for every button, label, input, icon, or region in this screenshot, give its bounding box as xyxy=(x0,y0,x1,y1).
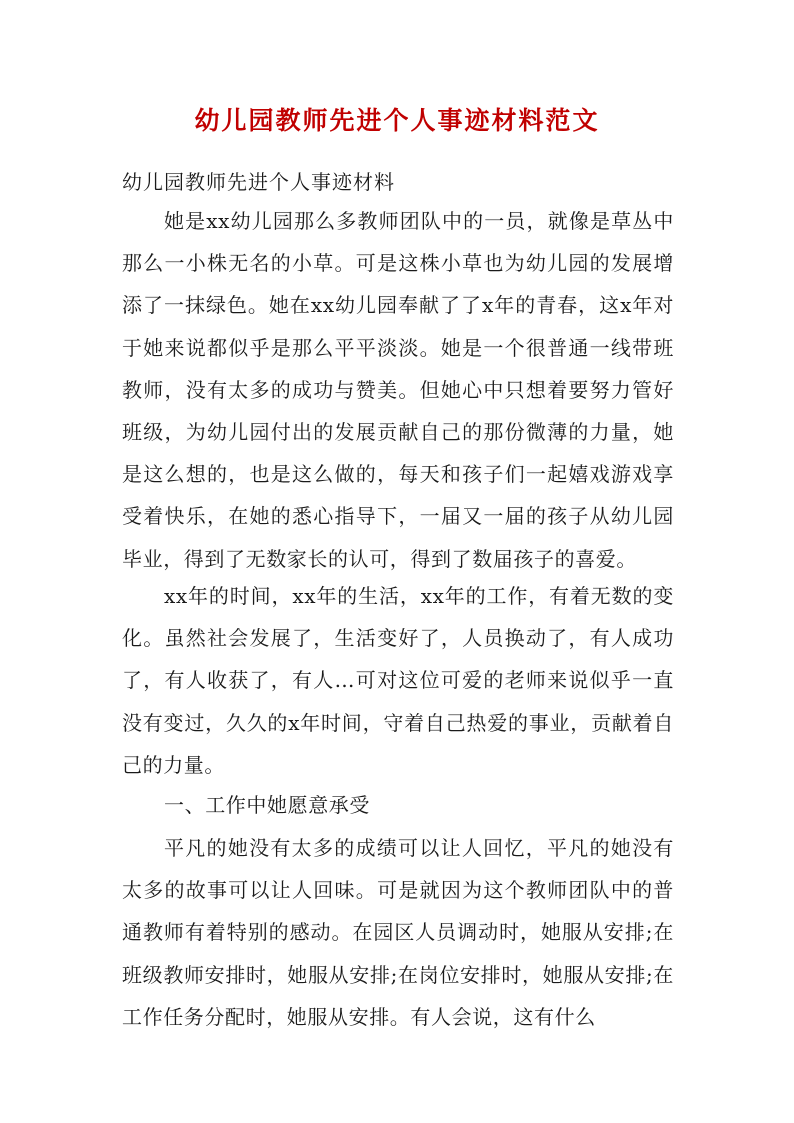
document-title: 幼儿园教师先进个人事迹材料范文 xyxy=(194,106,600,135)
paragraph: xx年的时间，xx年的生活，xx年的工作，有着无数的变化。虽然社会发展了，生活变好了，人员换动了，有人成功了，有人收获了，有人…可对这位可爱的老师来说似乎一直没有变过，久久的x年时间，守着自己热爱的事业，贡献着自己的力量。 xyxy=(122,584,674,777)
paragraph: 她是xx幼儿园那么多教师团队中的一员，就像是草丛中那么一小株无名的小草。可是这株小草也为幼儿园的发展增添了一抹绿色。她在xx幼儿园奉献了了x年的青春，这x年对于她来说都似乎是那么平平淡淡。她是一个很普通一线带班教师，没有太多的成功与赞美。但她心中只想着要努力管好班级，为幼儿园付出的发展贡献自己的那份微薄的力量，她是这么想的，也是这么做的，每天和孩子们一起嬉戏游戏享受着快乐，在她的悉心指导下，一届又一届的孩子从幼儿园毕业，得到了无数家长的认可，得到了数届孩子的喜爱。 xyxy=(122,209,674,571)
document-subtitle: 幼儿园教师先进个人事迹材料 xyxy=(122,170,395,194)
paragraph: 平凡的她没有太多的成绩可以让人回忆，平凡的她没有太多的故事可以让人回味。可是就因为这个教师团队中的普通教师有着特别的感动。在园区人员调动时，她服从安排;在班级教师安排时，她服从安排;在岗位安排时，她服从安排;在工作任务分配时，她服从安排。有人会说，这有什么 xyxy=(122,836,674,1029)
section-heading: 一、工作中她愿意承受 xyxy=(164,793,370,817)
